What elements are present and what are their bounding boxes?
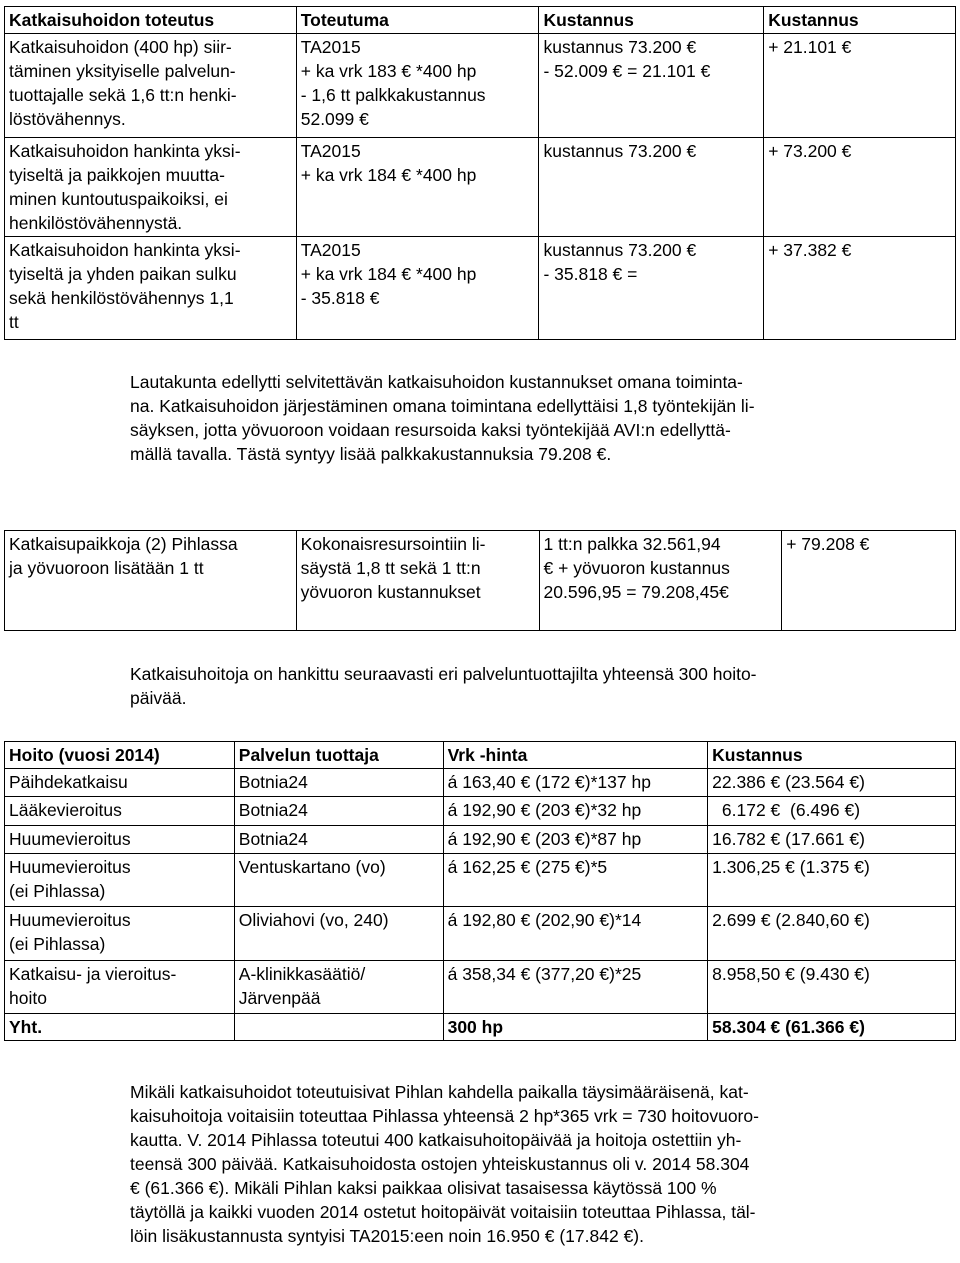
paragraph-purchased-care: Katkaisuhoitoja on hankittu seuraavasti eri palveluntuottajilta yhteensä 300 hoito- päivää. — [130, 664, 757, 708]
header-cell: Palvelun tuottaja — [234, 742, 443, 769]
paragraph-own-operation: Lautakunta edellytti selvitettävän katkaisuhoidon kustannukset omana toiminta- na. Katkaisuhoidon järjestäminen omana toimintana edellyttäisi 1,8 työntekijän li- säyksen, jotta yövuoroon voidaan resursoida kaksi työntekijää AVI:n edellyttä- mällä tavalla. Tästä syntyy lisää palkkakustannuksia 79.208 €. — [130, 372, 755, 464]
header-cell: Vrk -hinta — [443, 742, 708, 769]
table-cell: A-klinikkasäätiö/ Järvenpää — [234, 961, 443, 1014]
table-cell: TA2015 + ka vrk 184 € *400 hp - 35.818 € — [296, 237, 539, 340]
table-row — [5, 531, 956, 631]
table-cell: á 163,40 € (172 €)*137 hp — [443, 769, 708, 797]
table-cell: Lääkevieroitus — [5, 797, 235, 826]
table-cell: Botnia24 — [234, 826, 443, 854]
table-row — [5, 797, 956, 826]
table-cell: kustannus 73.200 € - 35.818 € = — [539, 237, 764, 340]
table-cell: 2.699 € (2.840,60 €) — [708, 907, 956, 961]
table-cell: á 192,80 € (202,90 €)*14 — [443, 907, 708, 961]
table-cell: + 37.382 € — [764, 237, 956, 340]
table-cell: Päihdekatkaisu — [5, 769, 235, 797]
table-cell: kustannus 73.200 € — [539, 138, 764, 237]
header-cell: Hoito (vuosi 2014) — [5, 742, 235, 769]
header-cell: Kustannus — [764, 7, 956, 34]
total-row — [5, 1014, 956, 1041]
table-cell: 16.782 € (17.661 €) — [708, 826, 956, 854]
table-cell: Huumevieroitus (ei Pihlassa) — [5, 854, 235, 907]
table-cell: TA2015 + ka vrk 183 € *400 hp - 1,6 tt palkkakustannus 52.099 € — [296, 34, 539, 138]
table-row — [5, 826, 956, 854]
header-cell: Kustannus — [539, 7, 764, 34]
table-cell: kustannus 73.200 € - 52.009 € = 21.101 € — [539, 34, 764, 138]
table-cell: Ventuskartano (vo) — [234, 854, 443, 907]
table-cell: Katkaisuhoidon hankinta yksi- tyiseltä ja yhden paikan sulku sekä henkilöstövähennys 1,1 tt — [5, 237, 297, 340]
night-shift-table — [4, 530, 956, 631]
table-cell: á 192,90 € (203 €)*32 hp — [443, 797, 708, 826]
table-cell: 8.958,50 € (9.430 €) — [708, 961, 956, 1014]
table-cell: Katkaisu- ja vieroitus- hoito — [5, 961, 235, 1014]
table-row — [5, 961, 956, 1014]
care-cost-table — [4, 741, 956, 1041]
table-cell: Katkaisuhoidon hankinta yksi- tyiseltä ja paikkojen muutta- minen kuntoutuspaikoiksi, ei henkilöstövähennystä. — [5, 138, 297, 237]
table-cell: Huumevieroitus — [5, 826, 235, 854]
table-cell: Botnia24 — [234, 769, 443, 797]
table-row — [5, 34, 956, 138]
table-row — [5, 138, 956, 237]
table-cell: á 162,25 € (275 €)*5 — [443, 854, 708, 907]
table-cell: 300 hp — [443, 1014, 708, 1041]
table-header — [5, 7, 956, 34]
table-row — [5, 854, 956, 907]
cost-table — [4, 6, 956, 340]
table-cell: á 358,34 € (377,20 €)*25 — [443, 961, 708, 1014]
table-cell: 1.306,25 € (1.375 €) — [708, 854, 956, 907]
table-cell: 58.304 € (61.366 €) — [708, 1014, 956, 1041]
table-cell: Katkaisupaikkoja (2) Pihlassa ja yövuoroon lisätään 1 tt — [5, 531, 297, 631]
table-cell: Kokonaisresursointiin li- säystä 1,8 tt sekä 1 tt:n yövuoron kustannukset — [296, 531, 539, 631]
header-cell: Kustannus — [708, 742, 956, 769]
table-cell: Botnia24 — [234, 797, 443, 826]
table-cell: 6.172 € (6.496 €) — [708, 797, 956, 826]
table-cell: + 21.101 € — [764, 34, 956, 138]
table-cell: 1 tt:n palkka 32.561,94 € + yövuoron kustannus 20.596,95 = 79.208,45€ — [539, 531, 782, 631]
table-cell: Huumevieroitus (ei Pihlassa) — [5, 907, 235, 961]
table-cell: Katkaisuhoidon (400 hp) siir- täminen yksityiselle palvelun- tuottajalle sekä 1,6 tt:n henki- löstövähennys. — [5, 34, 297, 138]
header-cell: Toteutuma — [296, 7, 539, 34]
table-cell: + 73.200 € — [764, 138, 956, 237]
table-cell: Oliviahovi (vo, 240) — [234, 907, 443, 961]
table-cell: á 192,90 € (203 €)*87 hp — [443, 826, 708, 854]
table-row — [5, 907, 956, 961]
header-cell: Katkaisuhoidon toteutus — [5, 7, 297, 34]
table-header — [5, 742, 956, 769]
table-cell: 22.386 € (23.564 €) — [708, 769, 956, 797]
table-cell: + 79.208 € — [782, 531, 956, 631]
table-row — [5, 769, 956, 797]
paragraph-pihla-capacity: Mikäli katkaisuhoidot toteutuisivat Pihlan kahdella paikalla täysimääräisenä, kat- kaisuhoitoja voitaisiin toteuttaa Pihlassa yhteensä 2 hp*365 vrk = 730 hoitovuoro- kautta. V. 2014 Pihlassa toteutui 400 katkaisuhoitopäivää ja hoitoja ostettiin yh- teensä 300 päivää. Katkaisuhoidosta ostojen yhteiskustannus oli v. 2014 58.304 € (61.366 €). Mikäli Pihlan kaksi paikkaa olisivat tasaisessa käytössä 100 % täytöllä ja kaikki vuoden 2014 ostetut hoitopäivät voitaisiin toteuttaa Pihlassa, täl- löin lisäkustannusta syntyisi TA2015:een noin 16.950 € (17.842 €). — [130, 1082, 759, 1246]
table-cell: Yht. — [5, 1014, 235, 1041]
table-cell: TA2015 + ka vrk 184 € *400 hp — [296, 138, 539, 237]
table-cell — [234, 1014, 443, 1041]
table-row — [5, 237, 956, 340]
